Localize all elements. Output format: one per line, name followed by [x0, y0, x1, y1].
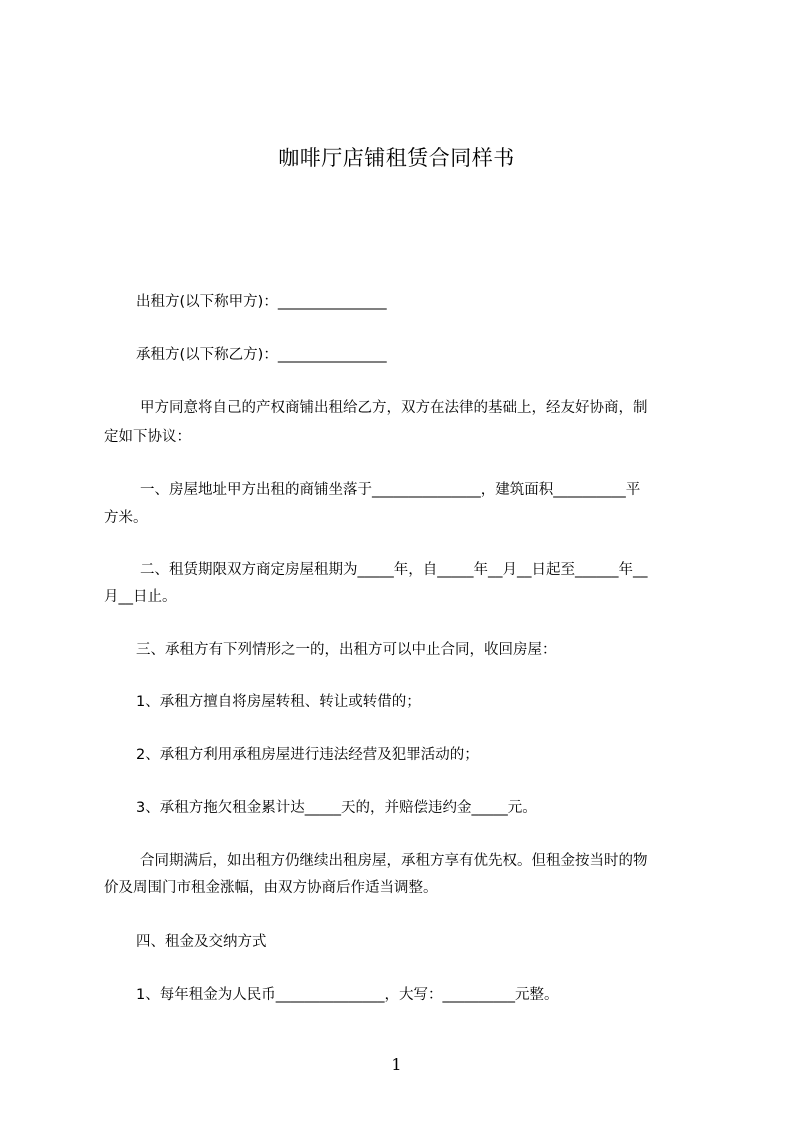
clause-2-line-1: 二、租赁期限双方商定房屋租期为_____年，自_____年__月__日起至______年__ [140, 562, 648, 578]
document-title: 咖啡厅店铺租赁合同样书 [278, 146, 515, 170]
clause-1-line-2: 方米。 [104, 510, 148, 526]
clause-3-item-3: 3、承租方拖欠租金累计达_____天的，并赔偿违约金_____元。 [136, 800, 537, 816]
renewal-line-1: 合同期满后，如出租方仍继续出租房屋，承租方享有优先权。但租金按当时的物 [140, 853, 648, 869]
clause-4-heading: 四、租金及交纳方式 [136, 934, 267, 950]
preamble-line-1: 甲方同意将自己的产权商铺出租给乙方，双方在法律的基础上，经友好协商，制 [140, 400, 648, 416]
lessor-line: 出租方(以下称甲方)：_______________ [136, 294, 387, 310]
renewal-line-2: 价及周围门市租金涨幅，由双方协商后作适当调整。 [104, 880, 438, 896]
clause-4-item-1: 1、每年租金为人民币_______________，大写：__________元整。 [136, 987, 559, 1003]
clause-2-line-2: 月__日止。 [104, 589, 177, 605]
lessee-line: 承租方(以下称乙方)：_______________ [136, 347, 387, 363]
clause-3-heading: 三、承租方有下列情形之一的，出租方可以中止合同，收回房屋： [136, 642, 557, 658]
clause-3-item-1: 1、承租方擅自将房屋转租、转让或转借的； [136, 694, 421, 710]
page-number: 1 [391, 1055, 402, 1074]
clause-3-item-2: 2、承租方利用承租房屋进行违法经营及犯罪活动的； [136, 747, 479, 763]
preamble-line-2: 定如下协议： [104, 429, 191, 445]
clause-1-line-1: 一、房屋地址甲方出租的商铺坐落于_______________，建筑面积__________平 [140, 482, 641, 498]
